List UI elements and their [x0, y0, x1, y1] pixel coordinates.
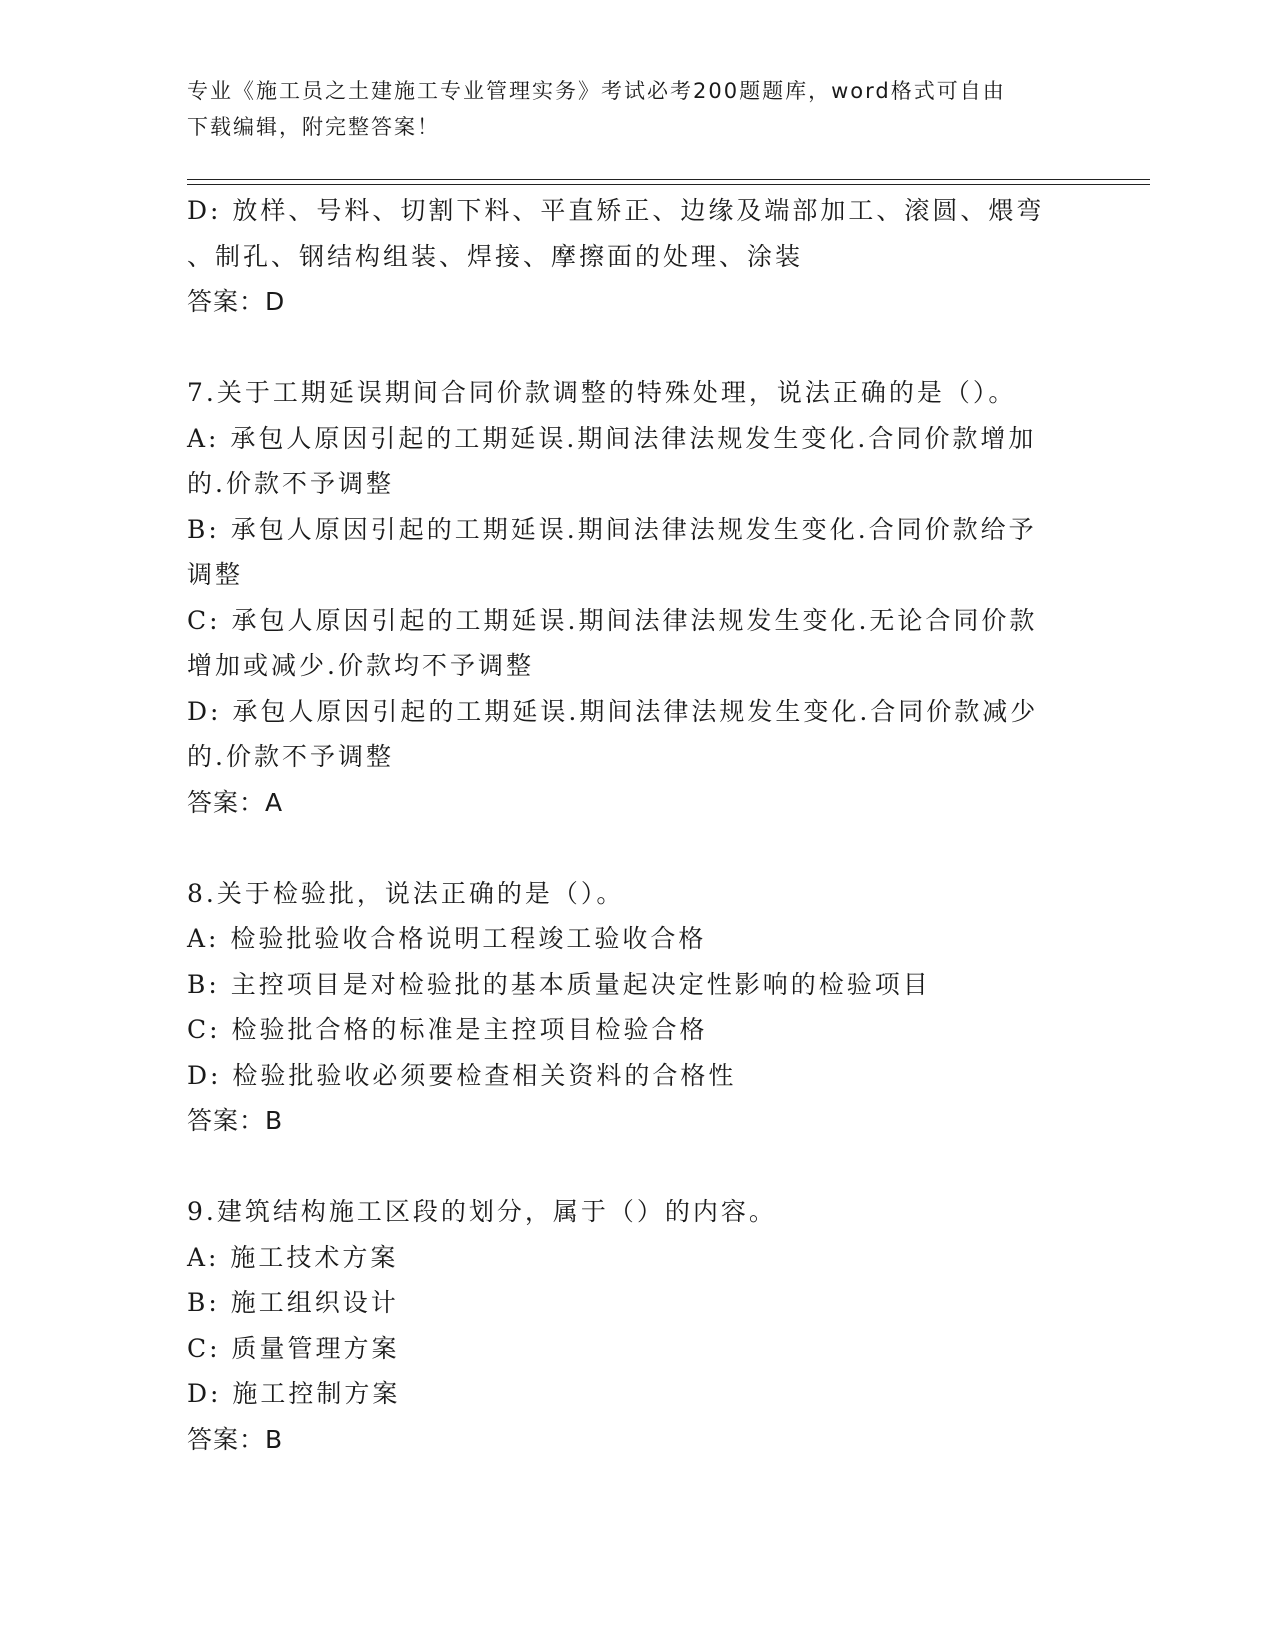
question-block-8 — [187, 871, 1067, 1144]
answer-label: 答案：D — [187, 287, 286, 316]
header-line-1: 专业《施工员之土建施工专业管理实务》考试必考200题题库，word格式可自由 — [187, 79, 1006, 103]
option-d: D: 检验批验收必须要检查相关资料的合格性 — [187, 1060, 737, 1090]
option-d-line-1: D: 承包人原因引起的工期延误.期间法律法规发生变化.合同价款减少 — [187, 696, 1039, 726]
answer-label: 答案：B — [187, 1106, 284, 1135]
option-c: C: 质量管理方案 — [187, 1333, 400, 1363]
option-c-line-1: C: 承包人原因引起的工期延误.期间法律法规发生变化.无论合同价款 — [187, 605, 1038, 635]
option-b: B: 主控项目是对检验批的基本质量起决定性影响的检验项目 — [187, 969, 931, 999]
header-rule-bottom — [187, 184, 1150, 185]
question-block-9 — [187, 1189, 1067, 1462]
option-a: A: 检验批验收合格说明工程竣工验收合格 — [187, 924, 707, 953]
option-a-line-1: A: 承包人原因引起的工期延误.期间法律法规发生变化.合同价款增加 — [187, 423, 1037, 453]
question-text: 7.关于工期延误期间合同价款调整的特殊处理，说法正确的是（）。 — [187, 378, 1017, 407]
option-d-line-2: 的.价款不予调整 — [187, 742, 394, 771]
option-d: D: 施工控制方案 — [187, 1379, 401, 1408]
question-block-7 — [187, 370, 1067, 825]
spacer — [187, 825, 1067, 871]
option-c-line-2: 增加或减少.价款均不予调整 — [187, 651, 534, 680]
question-block-6 — [187, 188, 1067, 325]
question-text: 9.建筑结构施工区段的划分，属于（）的内容。 — [187, 1197, 777, 1226]
question-text: 8.关于检验批，说法正确的是（）。 — [187, 878, 625, 908]
option-b: B: 施工组织设计 — [187, 1288, 399, 1317]
question-list — [187, 188, 1067, 1462]
option-c: C: 检验批合格的标准是主控项目检验合格 — [187, 1015, 708, 1044]
spacer — [187, 1144, 1067, 1190]
option-b-line-2: 调整 — [187, 560, 244, 589]
option-b-line-1: B: 承包人原因引起的工期延误.期间法律法规发生变化.合同价款给予 — [187, 514, 1037, 544]
document-header — [187, 73, 1067, 145]
spacer — [187, 325, 1067, 371]
option-a-line-2: 的.价款不予调整 — [187, 469, 394, 498]
header-rule-top — [187, 179, 1150, 180]
option-a: A: 施工技术方案 — [187, 1242, 399, 1272]
answer-label: 答案：B — [187, 1424, 284, 1454]
answer-label: 答案：A — [187, 787, 284, 817]
option-d-line-1: D: 放样、号料、切割下料、平直矫正、边缘及端部加工、滚圆、煨弯 — [187, 196, 1045, 225]
header-line-2: 下载编辑，附完整答案！ — [187, 115, 440, 139]
option-d-line-2: 、制孔、钢结构组装、焊接、摩擦面的处理、涂装 — [187, 241, 804, 271]
